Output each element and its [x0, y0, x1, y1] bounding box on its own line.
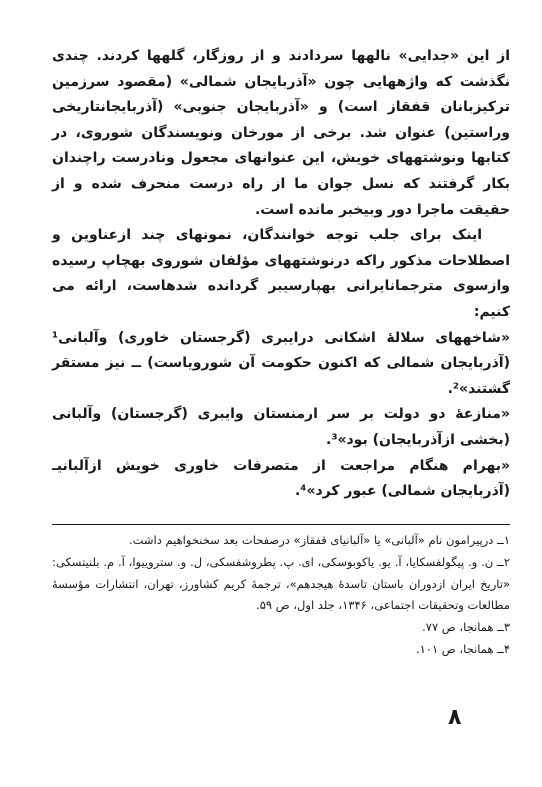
footnote-1: ۱ــ درپیرامون نام «آلبانی» یا «آلبانیای قفقاز» درصفحات بعد سخنخواهیم داشت. — [128, 533, 510, 547]
footnote-3: ۳ــ همانجا، ص ۷۷. — [422, 620, 510, 635]
footnote-2: ۲ــ ن. و. پیگولفسکایا، آ. یو. یاکوبوسکی، ای. پ. پطروشفسکی، ل. و. ستروییوا، آ. م. بلنیتسکی: «تاریخ ایران ازدوران باستان تاسدهٔ هیجدهم»، ترجمهٔ کریم کشاورز، تهران، انتشارات مؤسسهٔ مطالعات وتحقیقات اجتماعی، ۱۳۴۶، جلد اول، ص ۵۹. — [52, 554, 510, 613]
footnote-divider — [52, 524, 510, 525]
main-text — [52, 44, 510, 505]
quote-2: «منازعهٔ دو دولت بر سر ارمنستان وایبری (گرجستان) وآلبانی (بخشی ازآذربایجان) بود»³. — [52, 406, 510, 448]
paragraph-examples-intro: اینک برای جلب توجه خوانندگان، نمونهای چند ازعناوین و اصطلاحات مذکور راکه درنوشتههای مؤلفان شوروی بهچاپ رسیده وازسوی مترجمانایرانی بهپارسیبر گردانده شدهاست، ارائه می کنیم: — [52, 227, 510, 320]
quote-3: «بهرام هنگام مراجعت از متصرفات خاوری خویش ازآلبانیـ (آذربایجان شمالی) عبور کرد»⁴. — [52, 457, 510, 500]
page-number: ۸ — [448, 705, 462, 730]
footnote-4: ۴ــ همانجا، ص ۱۰۱. — [415, 641, 510, 656]
footnotes — [52, 530, 510, 661]
paragraph-intro: از این «جدایی» نالهها سردادند و از روزگار، گلهها کردند. چندی نگذشت که واژههایی چون «آذربایجان شمالی» (مقصود سرزمین ترکیزبانان قفقاز است) و «آذربایجان جنوبی» (آذربایجانتاریخی وراستین) عنوان شد. برخی از مورخان ونویسندگان شوروی، در کتابها ونوشتههای خویش، این عنوانهای مجعول ونادرست راچندان بکار گرفتند که نسل جوان ما از راه درست منحرف شده و از حقیقت ماجرا دور وبیخبر مانده است. — [52, 48, 510, 218]
quote-1: «شاخههای سلالهٔ اشکانی درایبری (گرجستان خاوری) وآلبانی¹ (آذربایجان شمالی که اکنون حکومت آن شورویاست) ــ نیز مستقر گشتند»². — [52, 329, 510, 397]
